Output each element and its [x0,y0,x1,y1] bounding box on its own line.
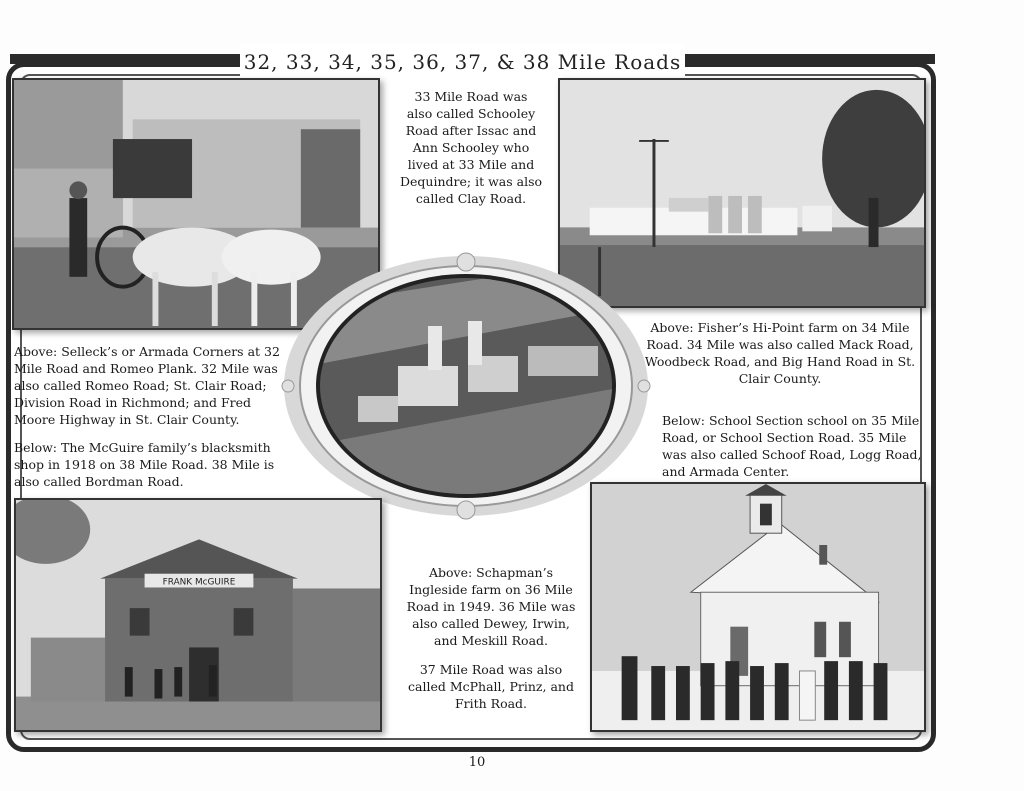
caption-schapman-farm: Above: Schapman’s Ingleside farm on 36 Mile Road in 1949. 36 Mile was also called Dewey, Irwin, and Meskill Road. [406,565,576,648]
caption-school-section: Below: School Section school on 35 Mile Road, or School Section Road. 35 Mile was also called Schoof Road, Logg Road, and Armada Center. [662,413,922,479]
page-number: 10 [468,755,486,770]
photo-mcguire-blacksmith [14,498,382,732]
caption-37-mile: 37 Mile Road was also called McPhall, Prinz, and Frith Road. [408,662,574,711]
caption-fisher-farm: Above: Fisher’s Hi-Point farm on 34 Mile Road. 34 Mile was also called Mack Road, Woodbeck Road, and Big Hand Road in St. Clair County. [644,320,916,386]
page-title: 32, 33, 34, 35, 36, 37, & 38 Mile Roads [243,50,682,74]
schoolhouse-image [592,484,924,730]
title-rule-left [10,54,242,64]
title-rule-right [685,54,935,64]
title-banner [240,44,685,80]
photo-school-section-school [590,482,926,732]
blacksmith-shop-image [16,500,380,730]
caption-selleck-corners: Above: Selleck’s or Armada Corners at 32 Mile Road and Romeo Plank. 32 Mile was also called Romeo Road; St. Clair Road; Division Road in Richmond; and Fred Moore Highway in St. Clair County. [14,344,280,427]
caption-33-mile: 33 Mile Road was also called Schooley Road after Issac and Ann Schooley who lived at 33 Mile and Dequindre; it was also called Clay Road. [400,89,543,206]
blacksmith-sign-text: FRANK McGUIRE [162,577,236,588]
caption-mcguire-blacksmith: Below: The McGuire family’s blacksmith shop in 1918 on 38 Mile Road. 38 Mile is also called Bordman Road. [14,440,275,489]
